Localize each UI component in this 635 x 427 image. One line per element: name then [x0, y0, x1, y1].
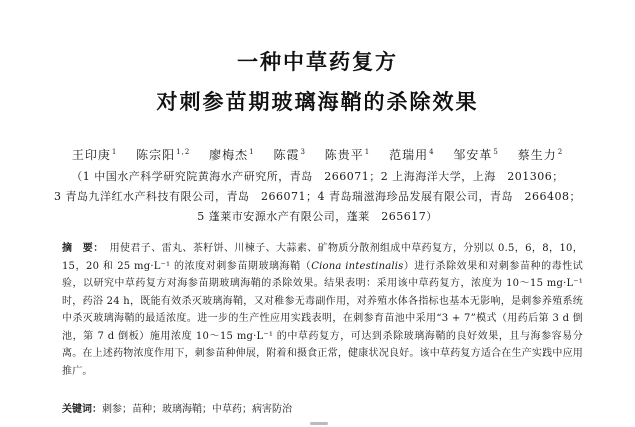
paper-title-line-2: 对刺参苗期玻璃海鞘的杀除效果 [156, 90, 479, 114]
abstract-text: ）进行杀除效果和对刺参苗种的毒性试验，以研究中草药复方对海参苗期玻璃海鞘的杀除效果。结果表明：采用该中草药复方，浓度为 10～15 mg·L⁻¹ 时，药浴 24 h，既能有效杀灭玻璃海鞘，又对稚参无毒副作用，对养殖水体各指标也基本无影响，是刺参养殖系统中杀灭玻璃海鞘的最适浓度。进一步的生产性应用实践表明，在刺参育苗池中采用“3 + 7”模式（用药后第 3 d 倒池，第 7 d 倒板）施用浓度 10～15 mg·L⁻¹ 的中草药复方，可达到杀除玻璃海鞘的良好效果，且与海参容易分离。在上述药物浓度作用下，刺参苗种伸展，附着和摄食正常，健康状况良好。该中草药复方适合在生产实践中应用推广。 [62, 260, 583, 377]
author: 王印庚$^1$ [71, 148, 118, 162]
author: 蔡生力$^2$ [517, 148, 564, 162]
keywords-text: 刺参；苗种；玻璃海鞘；中草药；病害防治 [102, 404, 292, 415]
keywords [62, 400, 583, 415]
affiliation-line: 5 蓬莱市安源水产有限公司，蓬莱 265617） [197, 210, 438, 223]
page-mark [310, 422, 328, 425]
species-name: Ciona intestinalis [311, 260, 404, 272]
author: 范瑞用$^4$ [389, 148, 435, 162]
affiliation-line: （1 中国水产科学研究院黄海水产研究所，青岛 266071；2 上海海洋大学，上海 201306； [71, 170, 564, 183]
keywords-label: 关键词： [62, 404, 102, 415]
author: 邹安革$^5$ [453, 148, 499, 162]
paper-title-line-1: 一种中草药复方 [237, 50, 398, 74]
author: 廖梅杰$^1$ [209, 148, 255, 162]
affiliation-line: 3 青岛九洋红水产科技有限公司，青岛 266071；4 青岛瑞滋海珍品发展有限公司，青岛 266408； [54, 190, 581, 203]
abstract-label: 摘 要： [62, 243, 104, 254]
author: 陈霞$^3$ [273, 148, 306, 162]
abstract [62, 240, 583, 380]
author-list [0, 146, 635, 163]
author: 陈宗阳$^{1,2}$ [136, 148, 191, 162]
abstract-text: 用使君子、雷丸、茶籽饼、川楝子、大蒜素、矿物质分散剂组成中草药复方，分别以 0.5，6，8，10，15，20 和 25 mg·L⁻¹ 的浓度对刺参苗期玻璃海鞘（ [62, 243, 583, 272]
author: 陈贵平$^1$ [324, 148, 371, 162]
